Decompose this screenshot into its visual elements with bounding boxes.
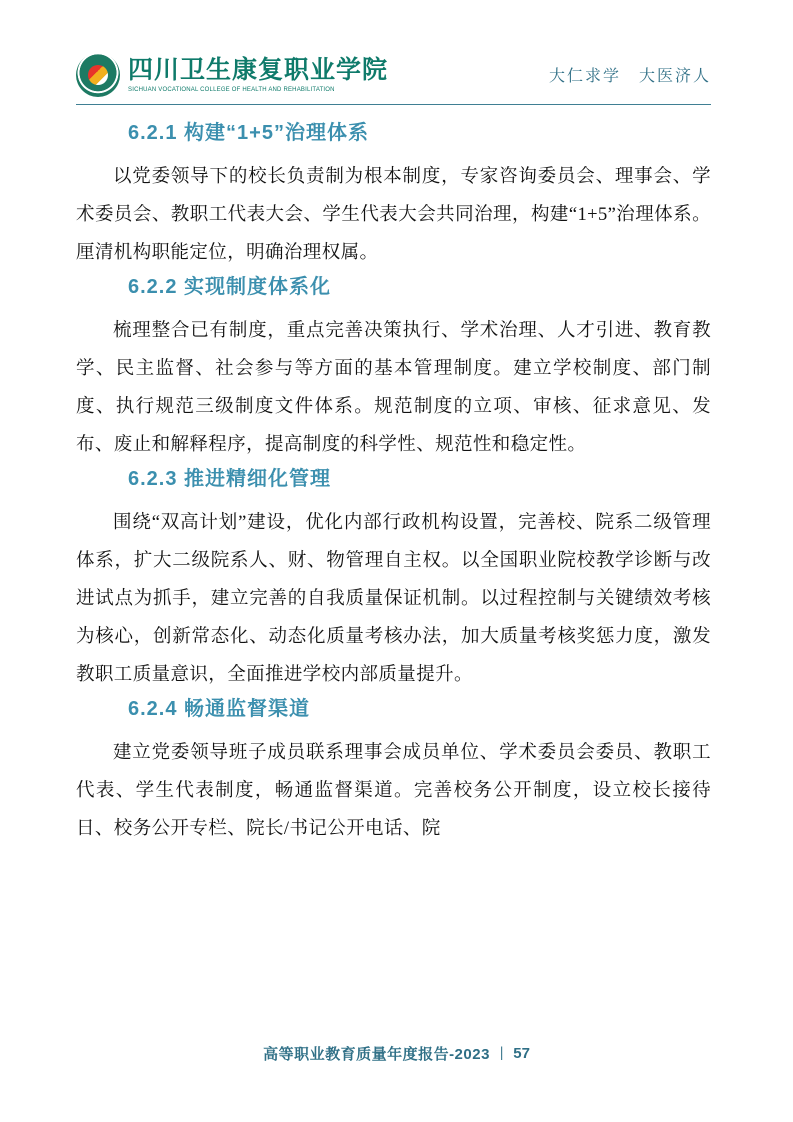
page-footer <box>0 1043 793 1064</box>
logo-text-block <box>128 58 388 93</box>
college-name-en: SICHUAN VOCATIONAL COLLEGE OF HEALTH AND REHABILITATION <box>128 86 335 93</box>
section-heading-621: 6.2.1 构建“1+5”治理体系 <box>128 122 369 144</box>
section-heading-622: 6.2.2 实现制度体系化 <box>128 276 332 298</box>
section-paragraph-623: 围绕“双高计划”建设，优化内部行政机构设置，完善校、院系二级管理体系，扩大二级院系人、财、物管理自主权。以全国职业院校教学诊断与改进试点为抓手，建立完善的自我质量保证机制。以过程控制与关键绩效考核为核心，创新常态化、动态化质量考核办法，加大质量考核奖惩力度，激发教职工质量意识，全面推进学校内部质量提升。 <box>76 513 711 685</box>
footer-page-number: 57 <box>513 1045 530 1062</box>
header-motto: 大仁求学 大医济人 <box>548 67 711 85</box>
section-paragraph-624: 建立党委领导班子成员联系理事会成员单位、学术委员会委员、教职工代表、学生代表制度，畅通监督渠道。完善校务公开制度，设立校长接待日、校务公开专栏、院长/书记公开电话、院 <box>76 743 711 839</box>
footer-report-title: 高等职业教育质量年度报告-2023 <box>263 1046 490 1063</box>
page-header <box>0 46 793 104</box>
section-heading-623: 6.2.3 推进精细化管理 <box>128 468 332 490</box>
section-paragraph-622: 梳理整合已有制度，重点完善决策执行、学术治理、人才引进、教育教学、民主监督、社会参与等方面的基本管理制度。建立学校制度、部门制度、执行规范三级制度文件体系。规范制度的立项、审核、征求意见、发布、废止和解释程序，提高制度的科学性、规范性和稳定性。 <box>76 321 711 455</box>
header-divider <box>76 104 711 105</box>
page-content <box>76 118 711 848</box>
college-seal-icon <box>76 53 120 97</box>
college-name-cn: 四川卫生康复职业学院 <box>128 56 389 84</box>
footer-separator: | <box>499 1045 504 1061</box>
section-heading-624: 6.2.4 畅通监督渠道 <box>128 698 311 720</box>
section-paragraph-621: 以党委领导下的校长负责制为根本制度，专家咨询委员会、理事会、学术委员会、教职工代表大会、学生代表大会共同治理，构建“1+5”治理体系。厘清机构职能定位，明确治理权属。 <box>76 167 711 263</box>
college-logo <box>76 53 388 97</box>
